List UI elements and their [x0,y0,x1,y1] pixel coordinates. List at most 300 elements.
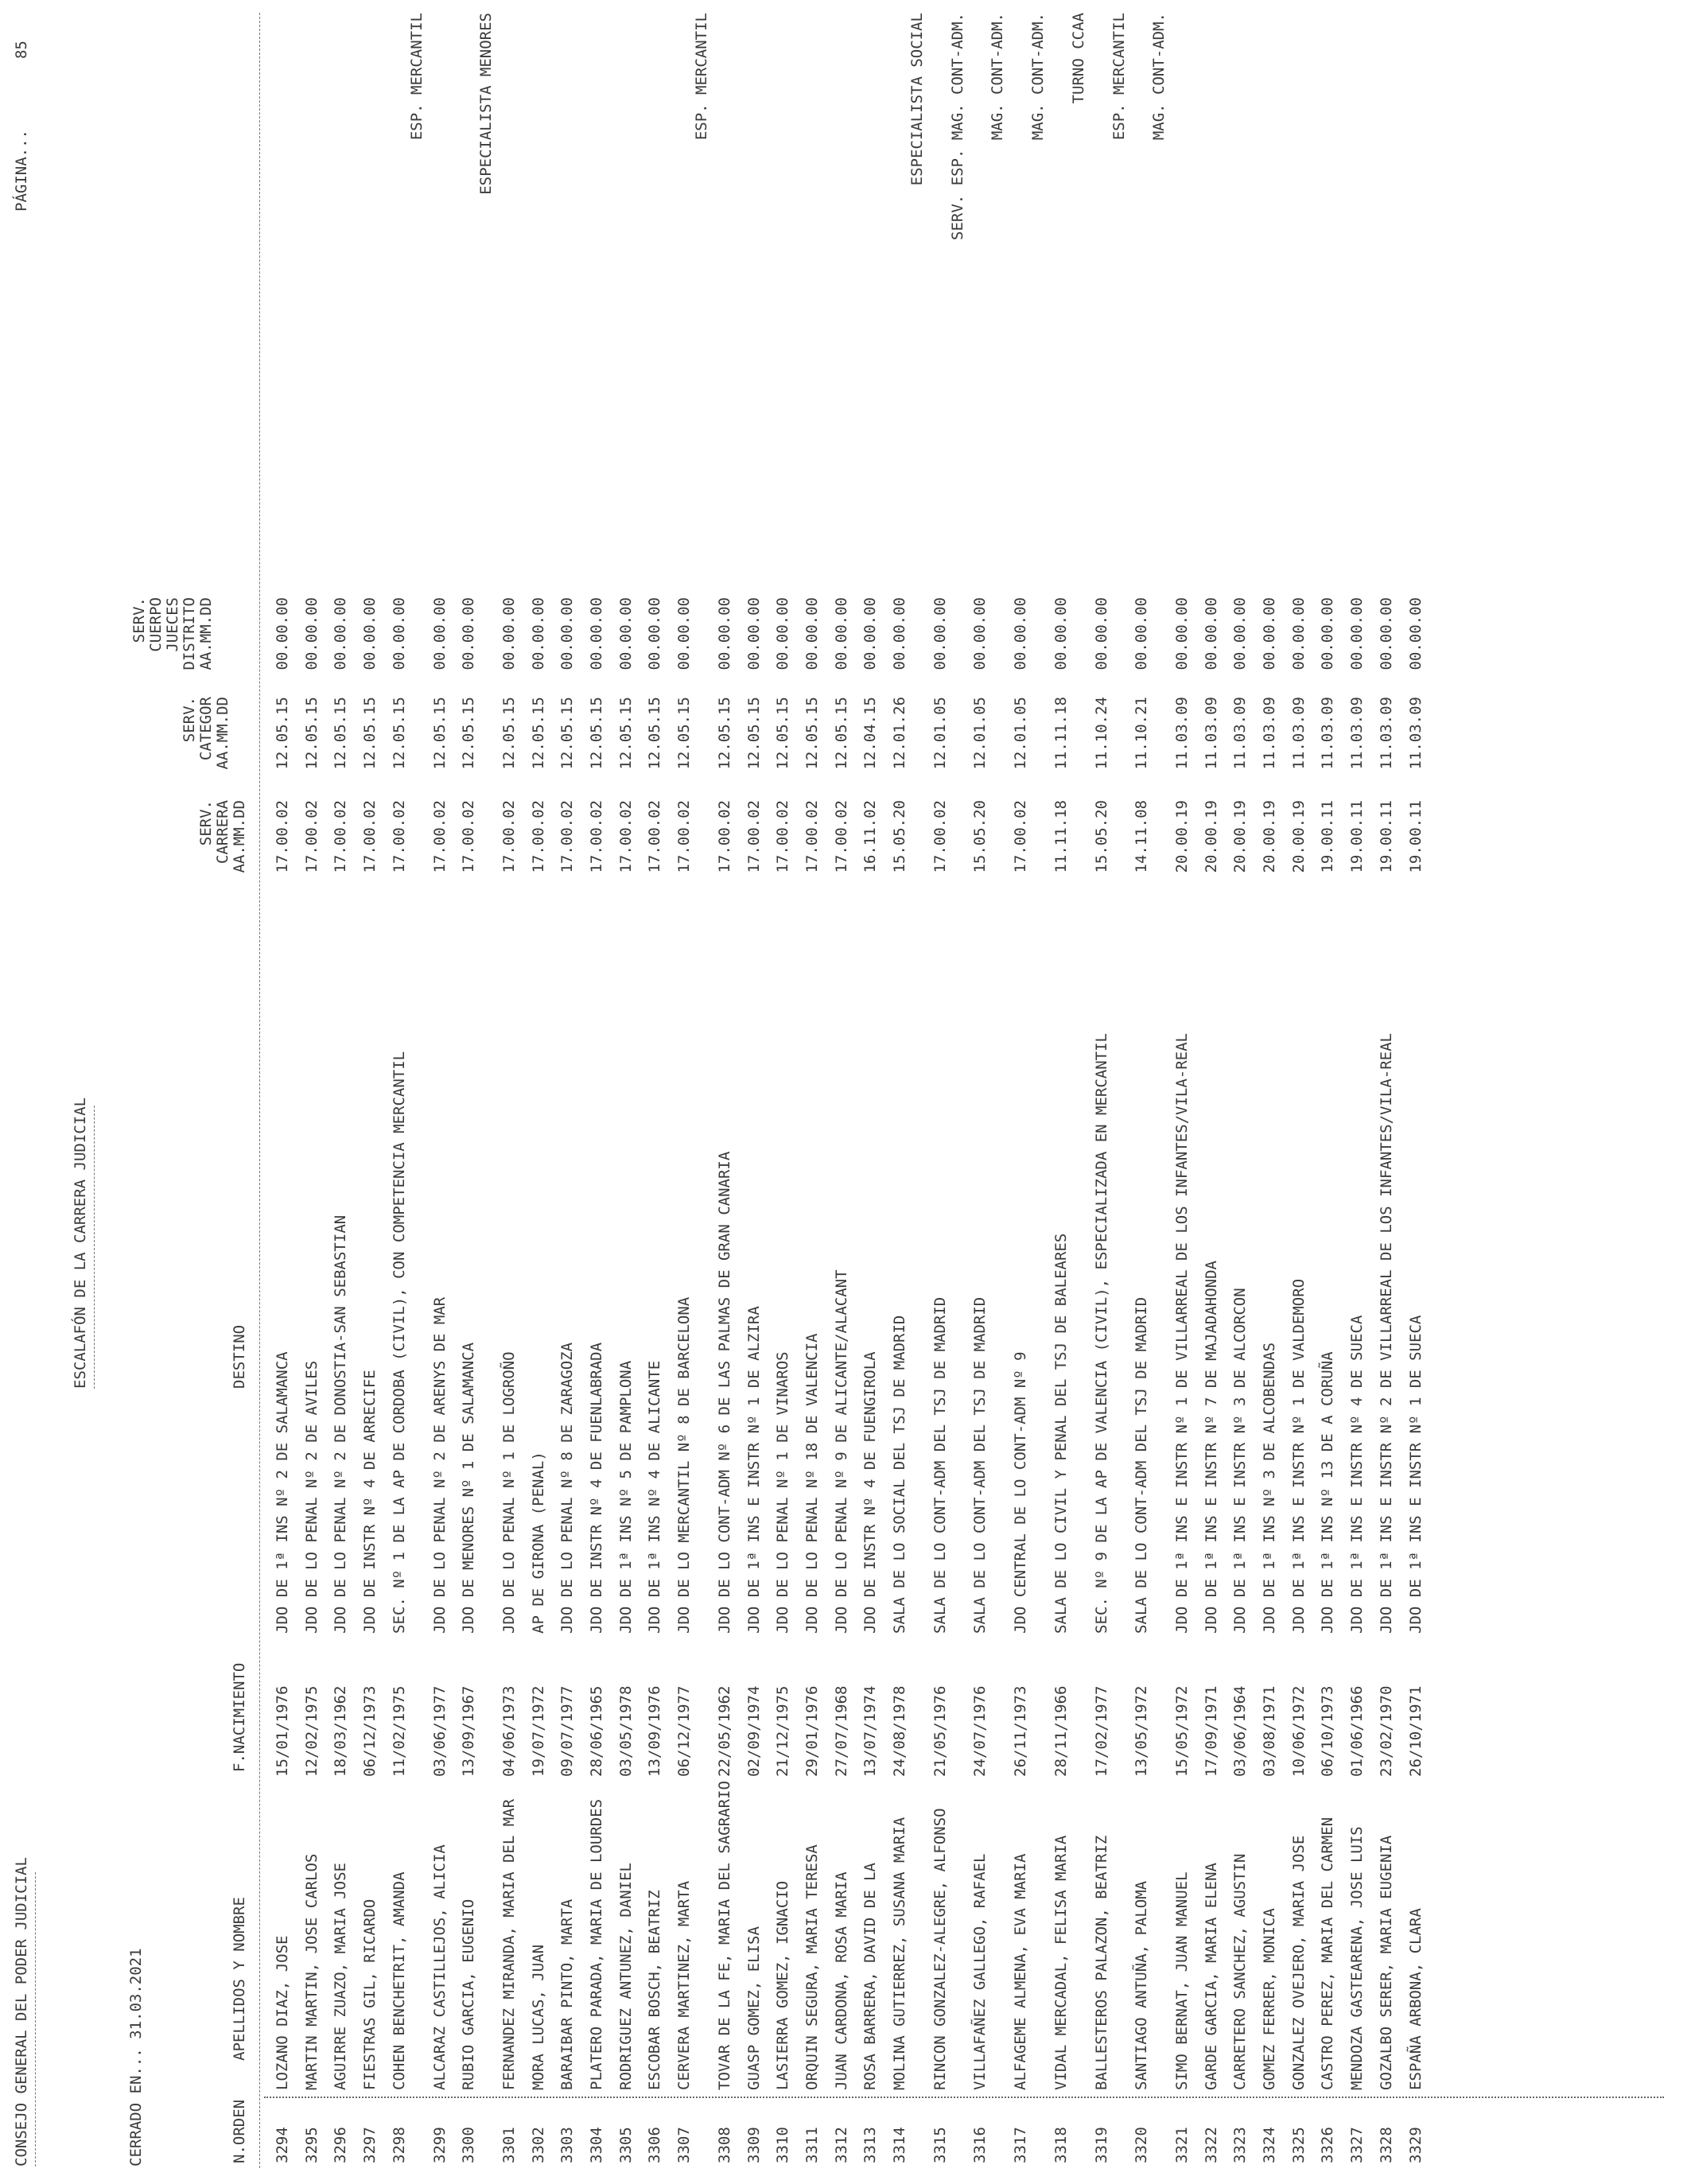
district-service-cell: 00.00.00 [460,597,478,670]
category-service-cell: 11.10.21 [1133,697,1151,770]
destination-cell: JDO DE MENORES Nº 1 DE SALAMANCA [460,1342,478,1634]
specialty-note: MAG. CONT-ADM. [1029,13,1048,141]
name-cell: VILLAFAÑEZ GALLEGO, RAFAEL [971,1853,989,2090]
name-cell: AGUIRRE ZUAZO, MARIA JOSE [332,1863,350,2090]
destination-cell: JDO DE 1ª INS Nº 3 DE ALCOBENDAS [1261,1342,1278,1634]
birth-date-cell: 13/07/1974 [861,1685,880,1777]
destination-cell: JDO DE 1ª INS E INSTR Nº 3 DE ALCORCON [1231,1288,1250,1634]
order-number: 3300 [460,2127,478,2163]
category-service-cell: 12.05.15 [558,697,577,770]
specialty-note: ESPECIALISTA SOCIAL [908,13,926,186]
category-service-cell: 12.05.15 [460,697,478,770]
order-number: 3312 [832,2127,850,2163]
org-underline [35,1872,36,2167]
destination-cell: JDO DE INSTR Nº 4 DE FUENLABRADA [588,1342,605,1634]
birth-date-cell: 04/06/1973 [500,1685,518,1777]
order-number: 3326 [1319,2127,1337,2163]
birth-date-cell: 06/12/1973 [361,1685,379,1777]
order-number: 3299 [430,2127,449,2163]
career-service-cell: 17.00.02 [500,800,518,873]
category-service-cell: 12.05.15 [430,697,449,770]
table-row [1093,0,1110,2184]
career-service-cell: 20.00.19 [1231,800,1250,873]
career-service-cell: 17.00.02 [744,800,763,873]
district-service-cell: 00.00.00 [891,597,908,670]
category-service-cell: 11.03.09 [1261,697,1278,770]
district-service-cell: 00.00.00 [861,597,880,670]
destination-cell: JDO DE LO PENAL Nº 1 DE LOGROÑO [500,1351,518,1634]
destination-cell: JDO DE LO PENAL Nº 2 DE ARENYS DE MAR [430,1296,449,1634]
category-service-cell: 11.03.09 [1172,697,1191,770]
category-service-cell: 11.03.09 [1202,697,1220,770]
order-number: 3325 [1289,2127,1308,2163]
birth-date-cell: 26/11/1973 [1012,1685,1030,1777]
category-service-cell: 12.05.15 [274,697,291,770]
destination-cell: JDO DE 1ª INS E INSTR Nº 1 DE VILLARREAL DE LOS INFANTES/VILA-REAL [1172,1033,1191,1634]
career-service-cell: 19.00.11 [1377,800,1395,873]
career-service-cell: 17.00.02 [430,800,449,873]
name-cell: BARAIBAR PINTO, MARTA [558,1898,577,2090]
name-cell: GONZALEZ OVEJERO, MARIA JOSE [1289,1835,1308,2090]
order-number: 3313 [861,2127,880,2163]
district-service-cell: 00.00.00 [832,597,850,670]
career-service-cell: 17.00.02 [588,800,605,873]
col-header-cat-3: AA.MM.DD [214,697,231,770]
table-row [931,0,949,2184]
birth-date-cell: 15/05/1972 [1172,1685,1191,1777]
category-service-cell: 12.05.15 [744,697,763,770]
category-service-cell: 12.05.15 [675,697,694,770]
destination-cell: JDO DE 1ª INS E INSTR Nº 4 DE SUECA [1348,1315,1366,1634]
table-row [774,0,791,2184]
career-service-cell: 17.00.02 [361,800,379,873]
name-cell: GOMEZ FERRER, MONICA [1261,1908,1278,2090]
destination-cell: JDO DE LO MERCANTIL Nº 8 DE BARCELONA [675,1296,694,1634]
table-row [1319,0,1336,2184]
table-row [803,0,821,2184]
table-row [530,0,547,2184]
order-number: 3320 [1133,2127,1151,2163]
order-number: 3304 [588,2127,605,2163]
table-row [500,0,518,2184]
district-service-cell: 00.00.00 [1231,597,1250,670]
category-service-cell: 12.05.15 [332,697,350,770]
district-service-cell: 00.00.00 [744,597,763,670]
career-service-cell: 17.00.02 [675,800,694,873]
destination-cell: JDO DE 1ª INS Nº 13 DE A CORUÑA [1319,1351,1337,1634]
career-service-cell: 15.05.20 [1092,800,1110,873]
name-cell: ROSA BARRERA, DAVID DE LA [861,1863,880,2090]
career-service-cell: 17.00.02 [803,800,821,873]
table-row [1348,0,1366,2184]
birth-date-cell: 17/02/1977 [1092,1685,1110,1777]
specialty-note: TURNO CCAA [1069,13,1087,104]
name-cell: FERNANDEZ MIRANDA, MARIA DEL MAR [500,1798,518,2090]
career-service-cell: 17.00.02 [931,800,949,873]
district-service-cell: 00.00.00 [529,597,547,670]
career-service-cell: 17.00.02 [302,800,321,873]
col-header-order: N.ORDEN [231,2099,248,2163]
career-service-cell: 17.00.02 [460,800,478,873]
name-cell: VIDAL MERCADAL, FELISA MARIA [1052,1835,1070,2090]
category-service-cell: 12.05.15 [803,697,821,770]
table-row [1012,0,1029,2184]
destination-cell: JDO DE LO PENAL Nº 2 DE DONOSTIA-SAN SEBASTIAN [332,1214,350,1634]
specialty-note: SERV. ESP. MAG. CONT-ADM. [948,13,966,240]
career-service-cell: 17.00.02 [1012,800,1030,873]
table-row [1231,0,1249,2184]
district-service-cell: 00.00.00 [361,597,379,670]
col-header-car-3: AA.MM.DD [231,800,248,873]
destination-cell: JDO DE LO PENAL Nº 1 DE VINAROS [774,1351,792,1634]
category-service-cell: 12.05.15 [832,697,850,770]
district-service-cell: 00.00.00 [390,597,408,670]
name-cell: RINCON GONZALEZ-ALEGRE, ALFONSO [931,1808,949,2090]
destination-cell: SALA DE LO SOCIAL DEL TSJ DE MADRID [891,1315,908,1634]
destination-cell: JDO DE LO PENAL Nº 8 DE ZARAGOZA [558,1342,577,1634]
specialty-note: ESP. MERCANTIL [693,13,711,141]
name-cell: SIMO BERNAT, JUAN MANUEL [1172,1871,1191,2090]
birth-date-cell: 17/09/1971 [1202,1685,1220,1777]
district-service-cell: 00.00.00 [1052,597,1070,670]
career-service-cell: 11.11.18 [1052,800,1070,873]
order-number: 3302 [529,2127,547,2163]
order-number: 3322 [1202,2127,1220,2163]
birth-date-cell: 11/02/1975 [390,1685,408,1777]
category-service-cell: 12.01.05 [971,697,989,770]
district-service-cell: 00.00.00 [675,597,694,670]
name-cell: RODRIGUEZ ANTUNEZ, DANIEL [616,1863,635,2090]
destination-cell: AP DE GIRONA (PENAL) [529,1451,547,1634]
order-number: 3319 [1092,2127,1110,2163]
name-cell: PLATERO PARADA, MARIA DE LOURDES [588,1798,605,2090]
order-number: 3310 [774,2127,792,2163]
category-service-cell: 12.05.15 [302,697,321,770]
table-row [1173,0,1191,2184]
table-row [646,0,663,2184]
birth-date-cell: 03/06/1977 [430,1685,449,1777]
career-service-cell: 17.00.02 [715,800,733,873]
career-service-cell: 20.00.19 [1202,800,1220,873]
order-number: 3298 [390,2127,408,2163]
category-service-cell: 12.01.05 [931,697,949,770]
district-service-cell: 00.00.00 [646,597,664,670]
category-service-cell: 12.01.26 [891,697,908,770]
order-number: 3296 [332,2127,350,2163]
career-service-cell: 17.00.02 [332,800,350,873]
name-cell: CASTRO PEREZ, MARIA DEL CARMEN [1319,1817,1337,2090]
birth-date-cell: 21/12/1975 [774,1685,792,1777]
category-service-cell: 12.05.15 [646,697,664,770]
page-number: 85 [13,41,30,59]
career-service-cell: 15.05.20 [971,800,989,873]
birth-date-cell: 13/09/1976 [646,1685,664,1777]
table-row [588,0,605,2184]
order-number: 3307 [675,2127,694,2163]
name-cell: MARTIN MARTIN, JOSE CARLOS [302,1853,321,2090]
header-separator [259,13,260,2168]
order-number: 3328 [1377,2127,1395,2163]
birth-date-cell: 18/03/1962 [332,1685,350,1777]
table-row [675,0,693,2184]
table-row [431,0,449,2184]
table-row [745,0,763,2184]
district-service-cell: 00.00.00 [1133,597,1151,670]
district-service-cell: 00.00.00 [774,597,792,670]
col-header-car-1: SERV. [197,800,215,846]
destination-cell: JDO DE LO PENAL Nº 18 DE VALENCIA [803,1333,821,1634]
district-service-cell: 00.00.00 [715,597,733,670]
category-service-cell: 11.10.24 [1092,697,1110,770]
destination-cell: JDO DE 1ª INS Nº 4 DE ALICANTE [646,1360,664,1634]
birth-date-cell: 06/12/1977 [675,1685,694,1777]
birth-date-cell: 27/07/1968 [832,1685,850,1777]
birth-date-cell: 22/05/1962 [715,1685,733,1777]
birth-date-cell: 28/11/1966 [1052,1685,1070,1777]
order-number: 3323 [1231,2127,1250,2163]
destination-cell: SALA DE LO CONT-ADM DEL TSJ DE MADRID [1133,1296,1151,1634]
destination-cell: JDO DE 1ª INS E INSTR Nº 1 DE VALDEMORO [1289,1278,1308,1634]
table-row [391,0,408,2184]
district-service-cell: 00.00.00 [803,597,821,670]
destination-cell: SALA DE LO CONT-ADM DEL TSJ DE MADRID [971,1296,989,1634]
district-service-cell: 00.00.00 [274,597,291,670]
specialty-note: ESP. MERCANTIL [407,13,426,141]
district-service-cell: 00.00.00 [1289,597,1308,670]
district-service-cell: 00.00.00 [332,597,350,670]
order-number: 3294 [274,2127,291,2163]
name-cell: MORA LUCAS, JUAN [529,1944,547,2090]
category-service-cell: 11.03.09 [1377,697,1395,770]
order-number: 3309 [744,2127,763,2163]
name-cell: GARDE GARCIA, MARIA ELENA [1202,1863,1220,2090]
birth-date-cell: 13/05/1972 [1133,1685,1151,1777]
name-cell: TOVAR DE LA FE, MARIA DEL SAGRARIO [715,1781,733,2090]
document-title: ESCALAFÓN DE LA CARRERA JUDICIAL [72,1097,89,1389]
birth-date-cell: 21/05/1976 [931,1685,949,1777]
name-cell: CERVERA MARTINEZ, MARTA [675,1880,694,2090]
table-row [1290,0,1308,2184]
order-number: 3303 [558,2127,577,2163]
table-row [1378,0,1395,2184]
category-service-cell: 11.03.09 [1231,697,1250,770]
career-service-cell: 19.00.11 [1319,800,1337,873]
category-service-cell: 11.03.09 [1406,697,1425,770]
order-number: 3295 [302,2127,321,2163]
destination-cell: JDO DE 1ª INS E INSTR Nº 7 DE MAJADAHONDA [1202,1261,1220,1634]
name-cell: MENDOZA GASTEARENA, JOSE LUIS [1348,1826,1366,2090]
birth-date-cell: 10/06/1972 [1289,1685,1308,1777]
birth-date-cell: 03/05/1978 [616,1685,635,1777]
destination-cell: JDO DE LO PENAL Nº 9 DE ALICANTE/ALACANT [832,1269,850,1634]
name-cell: MOLINA GUTIERREZ, SUSANA MARIA [891,1817,908,2090]
table-row [558,0,576,2184]
name-cell: ESCOBAR BOSCH, BEATRIZ [646,1890,664,2090]
district-service-cell: 00.00.00 [500,597,518,670]
category-service-cell: 12.05.15 [361,697,379,770]
birth-date-cell: 15/01/1976 [274,1685,291,1777]
specialty-note: ESPECIALISTA MENORES [477,13,496,195]
career-service-cell: 14.11.08 [1133,800,1151,873]
career-service-cell: 17.00.02 [274,800,291,873]
career-service-cell: 17.00.02 [558,800,577,873]
col-header-dest: DESTINO [231,1324,248,1389]
career-service-cell: 20.00.19 [1289,800,1308,873]
category-service-cell: 12.04.15 [861,697,880,770]
name-cell: GUASP GOMEZ, ELISA [744,1926,763,2090]
col-header-car-2: CARRERA [214,800,231,865]
name-cell: SANTIAGO ANTUÑA, PALOMA [1133,1880,1151,2090]
category-service-cell: 12.05.15 [529,697,547,770]
district-service-cell: 00.00.00 [1348,597,1366,670]
order-number: 3315 [931,2127,949,2163]
career-service-cell: 17.00.02 [616,800,635,873]
career-service-cell: 15.05.20 [891,800,908,873]
org-header: CONSEJO GENERAL DEL PODER JUDICIAL [13,1857,30,2167]
order-number: 3327 [1348,2127,1366,2163]
name-cell: CARRETERO SANCHEZ, AGUSTIN [1231,1853,1250,2090]
birth-date-cell: 12/02/1975 [302,1685,321,1777]
table-row [861,0,879,2184]
birth-date-cell: 19/07/1972 [529,1685,547,1777]
district-service-cell: 00.00.00 [1172,597,1191,670]
destination-cell: SALA DE LO CONT-ADM DEL TSJ DE MADRID [931,1296,949,1634]
name-cell: RUBIO GARCIA, EUGENIO [460,1898,478,2090]
col-header-cat-2: CATEGOR [197,697,215,761]
title-underline [94,1106,95,1389]
table-row [1407,0,1425,2184]
destination-cell: JDO CENTRAL DE LO CONT-ADM Nº 9 [1012,1351,1030,1634]
birth-date-cell: 03/08/1971 [1261,1685,1278,1777]
destination-cell: JDO DE INSTR Nº 4 DE FUENGIROLA [861,1351,880,1634]
order-number: 3308 [715,2127,733,2163]
career-service-cell: 17.00.02 [832,800,850,873]
category-service-cell: 11.03.09 [1319,697,1337,770]
name-cell: FIESTRAS GIL, RICARDO [361,1898,379,2090]
district-service-cell: 00.00.00 [1261,597,1278,670]
specialty-note: ESP. MERCANTIL [1110,13,1128,141]
name-cell: COHEN BENCHETRIT, AMANDA [390,1871,408,2090]
birth-date-cell: 09/07/1977 [558,1685,577,1777]
table-row [891,0,908,2184]
order-number: 3297 [361,2127,379,2163]
district-service-cell: 00.00.00 [1377,597,1395,670]
destination-cell: SEC. Nº 1 DE LA AP DE CORDOBA (CIVIL), CON COMPETENCIA MERCANTIL [390,1051,408,1634]
col-header-dis-4: DISTRITO [181,597,198,670]
category-service-cell: 12.01.05 [1012,697,1030,770]
destination-cell: SALA DE LO CIVIL Y PENAL DEL TSJ DE BALEARES [1052,1233,1070,1634]
closed-date: CERRADO EN... 31.03.2021 [127,1948,145,2167]
career-service-cell: 17.00.02 [390,800,408,873]
district-service-cell: 00.00.00 [616,597,635,670]
destination-cell: JDO DE 1ª INS E INSTR Nº 1 DE ALZIRA [744,1306,763,1634]
birth-date-cell: 06/10/1973 [1319,1685,1337,1777]
district-service-cell: 00.00.00 [588,597,605,670]
name-cell: ALCARAZ CASTILLEJOS, ALICIA [430,1844,449,2090]
destination-cell: JDO DE LO PENAL Nº 2 DE AVILES [302,1360,321,1634]
destination-cell: JDO DE 1ª INS Nº 5 DE PAMPLONA [616,1360,635,1634]
table-row [1203,0,1220,2184]
category-service-cell: 12.05.15 [774,697,792,770]
destination-cell: JDO DE 1ª INS E INSTR Nº 1 DE SUECA [1406,1315,1425,1634]
table-row [303,0,321,2184]
col-header-dis-2: CUERPO [147,597,165,652]
career-service-cell: 20.00.19 [1172,800,1191,873]
destination-cell: JDO DE 1ª INS E INSTR Nº 2 DE VILLARREAL DE LOS INFANTES/VILA-REAL [1377,1033,1395,1634]
career-service-cell: 19.00.11 [1406,800,1425,873]
order-number: 3306 [646,2127,664,2163]
table-row [460,0,477,2184]
district-service-cell: 00.00.00 [1406,597,1425,670]
district-service-cell: 00.00.00 [1092,597,1110,670]
district-service-cell: 00.00.00 [1012,597,1030,670]
category-service-cell: 12.05.15 [588,697,605,770]
birth-date-cell: 03/06/1964 [1231,1685,1250,1777]
col-header-name: APELLIDOS Y NOMBRE [231,1897,248,2061]
table-row [1052,0,1070,2184]
district-service-cell: 00.00.00 [558,597,577,670]
order-number: 3321 [1172,2127,1191,2163]
destination-cell: SEC. Nº 9 DE LA AP DE VALENCIA (CIVIL), ESPECIALIZADA EN MERCANTIL [1092,1033,1110,1634]
birth-date-cell: 23/02/1970 [1377,1685,1395,1777]
career-service-cell: 19.00.11 [1348,800,1366,873]
col-header-dis-5: AA.MM.DD [197,597,215,670]
name-cell: LOZANO DIAZ, JOSE [274,1935,291,2090]
birth-date-cell: 01/06/1966 [1348,1685,1366,1777]
career-service-cell: 16.11.02 [861,800,880,873]
table-row [1133,0,1150,2184]
category-service-cell: 11.03.09 [1348,697,1366,770]
birth-date-cell: 24/08/1978 [891,1685,908,1777]
col-header-dis-3: JUECES [164,597,181,652]
order-number: 3317 [1012,2127,1030,2163]
table-row [274,0,291,2184]
district-service-cell: 00.00.00 [430,597,449,670]
order-number: 3329 [1406,2127,1425,2163]
col-header-dis-1: SERV. [130,597,148,643]
career-service-cell: 17.00.02 [774,800,792,873]
table-row [833,0,850,2184]
birth-date-cell: 13/09/1967 [460,1685,478,1777]
specialty-note: MAG. CONT-ADM. [1150,13,1168,141]
col-header-birth: F.NACIMIENTO [231,1662,248,1772]
career-service-cell: 17.00.02 [529,800,547,873]
table-row [1261,0,1278,2184]
order-number: 3311 [803,2127,821,2163]
birth-date-cell: 24/07/1976 [971,1685,989,1777]
name-cell: LASIERRA GOMEZ, IGNACIO [774,1880,792,2090]
category-service-cell: 12.05.15 [390,697,408,770]
career-service-cell: 17.00.02 [646,800,664,873]
name-cell: ORQUIN SEGURA, MARIA TERESA [803,1844,821,2090]
name-cell: BALLESTEROS PALAZON, BEATRIZ [1092,1835,1110,2090]
page-label: PÁGINA... [13,130,30,212]
specialty-note: MAG. CONT-ADM. [989,13,1007,141]
destination-cell: JDO DE INSTR Nº 4 DE ARRECIFE [361,1370,379,1634]
district-service-cell: 00.00.00 [302,597,321,670]
order-number: 3314 [891,2127,908,2163]
table-row [716,0,733,2184]
order-number: 3301 [500,2127,518,2163]
col-header-cat-1: SERV. [181,697,198,743]
category-service-cell: 11.11.18 [1052,697,1070,770]
name-cell: GOZALBO SERER, MARIA EUGENIA [1377,1835,1395,2090]
category-service-cell: 11.03.09 [1289,697,1308,770]
name-cell: JUAN CARDONA, ROSA MARIA [832,1871,850,2090]
birth-date-cell: 02/09/1974 [744,1685,763,1777]
district-service-cell: 00.00.00 [1202,597,1220,670]
table-row [332,0,349,2184]
